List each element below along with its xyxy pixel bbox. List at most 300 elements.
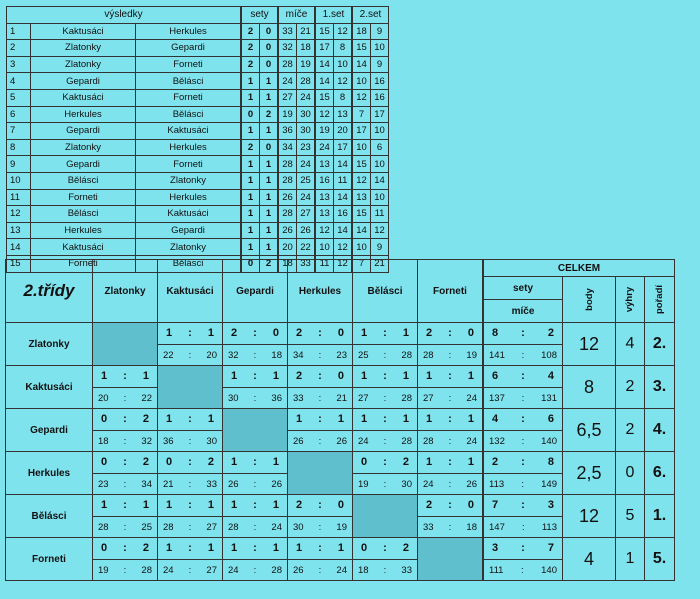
result-set1-home: 13 [315,156,334,173]
match-cell [93,409,158,452]
sets-score [93,499,157,511]
balls-score [484,436,562,447]
result-balls-home: 34 [278,139,297,156]
balls-right: 18 [466,522,477,533]
balls-score [418,522,482,533]
balls-colon: : [253,565,257,576]
sets-left: 1 [296,542,303,554]
result-away: Bělásci [136,73,242,90]
sets-score [484,542,562,554]
sets-colon: : [123,370,127,382]
balls-score [223,393,287,404]
balls-left: 27 [423,393,434,404]
cell-divider [288,430,352,431]
result-set1-home: 16 [315,172,334,189]
cell-divider [93,559,157,560]
sets-colon: : [521,499,525,511]
result-home: Kaktusáci [31,89,136,106]
result-balls-away: 24 [297,89,316,106]
cell-divider [158,516,222,517]
balls-left: 147 [489,522,505,533]
result-set2-home: 15 [352,40,371,57]
result-set2-away: 14 [371,172,389,189]
balls-right: 20 [206,350,217,361]
balls-left: 28 [423,436,434,447]
result-home: Kaktusáci [31,239,136,256]
balls-score [353,436,417,447]
balls-right: 108 [541,350,557,361]
match-cell [288,409,353,452]
result-set2-home: 12 [352,172,371,189]
balls-right: 24 [466,436,477,447]
sets-score [158,327,222,339]
results-title: výsledky [7,7,242,24]
result-set1-home: 12 [315,222,334,239]
wins-cell: 2 [616,366,645,409]
balls-colon: : [123,522,127,533]
sets-right: 1 [402,370,409,382]
sets-colon: : [383,327,387,339]
result-balls-home: 20 [278,239,297,256]
balls-right: 30 [206,436,217,447]
balls-header: míče [278,7,315,24]
total-cell [483,538,563,581]
balls-right: 28 [401,436,412,447]
balls-right: 33 [401,565,412,576]
result-sets-away: 0 [260,56,279,73]
result-set1-home: 15 [315,89,334,106]
result-set1-away: 12 [334,73,353,90]
set1-header: 1.set [315,7,352,24]
result-number: 14 [7,239,31,256]
balls-colon: : [188,565,192,576]
match-cell [93,495,158,538]
sets-score [288,499,352,511]
result-sets-away: 1 [260,156,279,173]
result-balls-home: 28 [278,56,297,73]
match-cell [418,409,484,452]
result-number: 8 [7,139,31,156]
balls-left: 26 [293,436,304,447]
sets-left: 2 [296,499,303,511]
result-sets-home: 1 [241,239,260,256]
cross-body [6,260,675,581]
match-cell [223,452,288,495]
result-row [7,156,389,173]
sets-colon: : [521,542,525,554]
sets-score [158,499,222,511]
result-set2-home: 14 [352,222,371,239]
result-home: Bělásci [31,172,136,189]
sets-left: 1 [231,370,238,382]
cell-divider [158,430,222,431]
balls-score [288,522,352,533]
sets-left: 0 [361,456,368,468]
match-cell [158,452,223,495]
balls-score [288,565,352,576]
sets-right: 2 [207,456,214,468]
result-home: Gepardi [31,73,136,90]
cell-divider [288,559,352,560]
result-away: Zlatonky [136,239,242,256]
balls-left: 28 [423,350,434,361]
balls-score [484,565,562,576]
diagonal-cell [288,452,353,495]
sets-right: 1 [207,327,214,339]
result-balls-home: 24 [278,73,297,90]
col-team-5: Forneti [418,260,484,323]
result-sets-away: 2 [260,106,279,123]
sets-score [288,542,352,554]
row-team-name: Bělásci [6,495,93,538]
row-team-name: Herkules [6,452,93,495]
balls-colon: : [448,479,452,490]
match-cell [353,409,418,452]
result-balls-away: 19 [297,56,316,73]
balls-right: 26 [336,436,347,447]
col-team-3: Herkules [288,260,353,323]
balls-right: 19 [336,522,347,533]
balls-colon: : [123,436,127,447]
sets-colon: : [318,499,322,511]
match-cell [353,366,418,409]
result-sets-home: 1 [241,123,260,140]
result-number: 9 [7,156,31,173]
result-row [7,206,389,223]
sets-colon: : [188,327,192,339]
result-away: Forneti [136,56,242,73]
balls-left: 26 [228,479,239,490]
result-set2-away: 21 [371,255,389,272]
sets-colon: : [188,456,192,468]
balls-left: 36 [163,436,174,447]
result-home: Zlatonky [31,139,136,156]
result-balls-home: 33 [278,23,297,40]
sets-left: 2 [296,370,303,382]
balls-colon: : [448,522,452,533]
match-cell [223,366,288,409]
match-cell [158,495,223,538]
balls-colon: : [520,565,524,576]
balls-colon: : [522,522,525,533]
result-set1-away: 14 [334,222,353,239]
cross-row [6,323,675,366]
balls-right: 18 [271,350,282,361]
result-balls-home: 28 [278,156,297,173]
result-balls-away: 26 [297,222,316,239]
result-set1-home: 19 [315,123,334,140]
result-balls-away: 23 [297,139,316,156]
result-away: Bělásci [136,106,242,123]
sets-colon: : [521,327,525,339]
result-balls-away: 21 [297,23,316,40]
sets-left: 1 [361,327,368,339]
result-set1-away: 8 [334,89,353,106]
result-sets-away: 0 [260,40,279,57]
result-home: Gepardi [31,123,136,140]
sets-score [93,542,157,554]
result-sets-away: 2 [260,255,279,272]
result-number: 11 [7,189,31,206]
match-cell [288,538,353,581]
result-away: Bělásci [136,255,242,272]
sets-left: 1 [166,327,173,339]
result-number: 7 [7,123,31,140]
sets-colon: : [448,499,452,511]
result-home: Bělásci [31,206,136,223]
sets-colon: : [383,542,387,554]
result-set1-home: 12 [315,106,334,123]
balls-left: 18 [358,565,369,576]
balls-left: 30 [293,522,304,533]
balls-score [418,393,482,404]
body-header [563,277,616,323]
result-set1-home: 13 [315,206,334,223]
cross-row [6,495,675,538]
sets-colon: : [123,499,127,511]
result-set2-away: 6 [371,139,389,156]
cell-divider [418,473,482,474]
result-sets-away: 1 [260,189,279,206]
balls-colon: : [383,350,387,361]
result-row [7,73,389,90]
sets-left: 1 [426,456,433,468]
cell-divider [484,516,562,517]
sets-right: 1 [142,499,149,511]
match-cell [93,366,158,409]
result-sets-away: 1 [260,222,279,239]
match-cell [158,538,223,581]
result-sets-away: 1 [260,123,279,140]
result-set1-away: 10 [334,56,353,73]
sets-score [418,370,482,382]
sets-score [223,327,287,339]
result-balls-home: 26 [278,222,297,239]
sets-left: 2 [426,327,433,339]
result-away: Forneti [136,156,242,173]
result-home: Herkules [31,106,136,123]
points-cell: 2,5 [563,452,616,495]
balls-right: 33 [206,479,217,490]
sets-right: 1 [272,370,279,382]
balls-left: 132 [489,436,505,447]
sets-colon: : [253,499,257,511]
result-row [7,23,389,40]
match-cell [93,538,158,581]
sets-score [93,456,157,468]
result-balls-away: 30 [297,123,316,140]
result-sets-home: 0 [241,255,260,272]
result-row [7,56,389,73]
match-cell [93,452,158,495]
vyhry-header [616,277,645,323]
balls-right: 24 [466,393,477,404]
result-set1-away: 14 [334,189,353,206]
total-cell [483,366,563,409]
cell-divider [418,387,482,388]
sets-left: 0 [361,542,368,554]
balls-colon: : [318,436,322,447]
points-cell: 4 [563,538,616,581]
balls-right: 28 [401,393,412,404]
balls-right: 27 [206,522,217,533]
result-sets-home: 1 [241,73,260,90]
row-team-name: Kaktusáci [6,366,93,409]
sets-right: 0 [272,327,279,339]
sets-score [418,413,482,425]
cross-row [6,409,675,452]
sets-left: 1 [426,413,433,425]
balls-colon: : [253,393,257,404]
balls-left: 113 [489,479,505,490]
col-team-1: Kaktusáci [158,260,223,323]
result-balls-home: 27 [278,89,297,106]
result-set2-home: 14 [352,56,371,73]
result-sets-away: 1 [260,89,279,106]
sets-left: 1 [361,370,368,382]
match-cell [288,323,353,366]
cell-divider [223,516,287,517]
sets-right: 1 [402,413,409,425]
result-number: 6 [7,106,31,123]
result-set2-away: 9 [371,23,389,40]
row-team-name: Zlatonky [6,323,93,366]
sets-colon: : [383,456,387,468]
balls-score [93,479,157,490]
result-sets-away: 1 [260,73,279,90]
sets-right: 2 [142,542,149,554]
result-number: 15 [7,255,31,272]
balls-colon: : [521,436,525,447]
sets-left: 2 [492,456,499,468]
balls-left: 33 [293,393,304,404]
result-away: Forneti [136,89,242,106]
balls-right: 26 [466,479,477,490]
balls-right: 24 [271,522,282,533]
sets-left: 0 [101,456,108,468]
balls-score [93,393,157,404]
result-row [7,40,389,57]
sets-right: 1 [272,542,279,554]
balls-right: 22 [141,393,152,404]
match-cell [353,452,418,495]
result-row [7,89,389,106]
result-set2-away: 16 [371,89,389,106]
balls-colon: : [253,522,257,533]
sets-colon: : [318,370,322,382]
balls-left: 21 [163,479,174,490]
balls-score [158,350,222,361]
cell-divider [418,344,482,345]
diagonal-cell [353,495,418,538]
sets-score [353,542,417,554]
balls-right: 27 [206,565,217,576]
balls-score [418,436,482,447]
match-cell [158,409,223,452]
balls-score [158,565,222,576]
result-set1-away: 14 [334,156,353,173]
balls-left: 141 [489,350,505,361]
balls-score [158,436,222,447]
sets-score [353,413,417,425]
result-set1-away: 13 [334,106,353,123]
balls-score [353,393,417,404]
result-set2-away: 10 [371,156,389,173]
sets-left: 1 [166,499,173,511]
result-set2-away: 12 [371,222,389,239]
mice-header: míče [483,300,563,323]
balls-score [353,350,417,361]
balls-right: 30 [401,479,412,490]
result-sets-home: 1 [241,89,260,106]
poradi-header [645,277,675,323]
cell-divider [158,559,222,560]
total-cell [483,409,563,452]
balls-right: 23 [336,350,347,361]
result-set2-home: 13 [352,189,371,206]
sets-colon: : [188,542,192,554]
col-team-2: Gepardi [223,260,288,323]
balls-right: 34 [141,479,152,490]
sets-score [418,327,482,339]
result-row [7,123,389,140]
result-balls-home: 36 [278,123,297,140]
diagonal-cell [158,366,223,409]
sets-left: 2 [426,499,433,511]
result-set1-away: 11 [334,172,353,189]
result-balls-home: 19 [278,106,297,123]
balls-left: 19 [98,565,109,576]
sets-header: sety [241,7,278,24]
result-sets-away: 0 [260,139,279,156]
balls-colon: : [123,479,127,490]
wins-cell: 4 [616,323,645,366]
points-cell: 8 [563,366,616,409]
result-set1-home: 14 [315,56,334,73]
cell-divider [418,516,482,517]
result-sets-away: 0 [260,23,279,40]
result-away: Kaktusáci [136,206,242,223]
balls-left: 34 [293,350,304,361]
cell-divider [353,387,417,388]
sets-left: 2 [296,327,303,339]
balls-right: 140 [541,436,557,447]
cell-divider [288,344,352,345]
result-set1-home: 17 [315,40,334,57]
balls-right: 149 [541,479,557,490]
balls-colon: : [448,393,452,404]
sets-colon: : [188,499,192,511]
sets-score [484,499,562,511]
cross-row [6,366,675,409]
result-set2-home: 18 [352,23,371,40]
cross-row [6,452,675,495]
result-away: Herkules [136,139,242,156]
balls-left: 137 [489,393,505,404]
celkem-header: CELKEM [483,260,675,277]
sets-left: 4 [492,413,499,425]
rank-cell: 6. [645,452,675,495]
result-balls-away: 28 [297,73,316,90]
result-set2-home: 15 [352,156,371,173]
sets-score [223,542,287,554]
poradi-header-label: pořadí [654,284,666,315]
result-number: 5 [7,89,31,106]
result-number: 3 [7,56,31,73]
sets-left: 8 [492,327,499,339]
cell-divider [353,344,417,345]
cell-divider [223,473,287,474]
